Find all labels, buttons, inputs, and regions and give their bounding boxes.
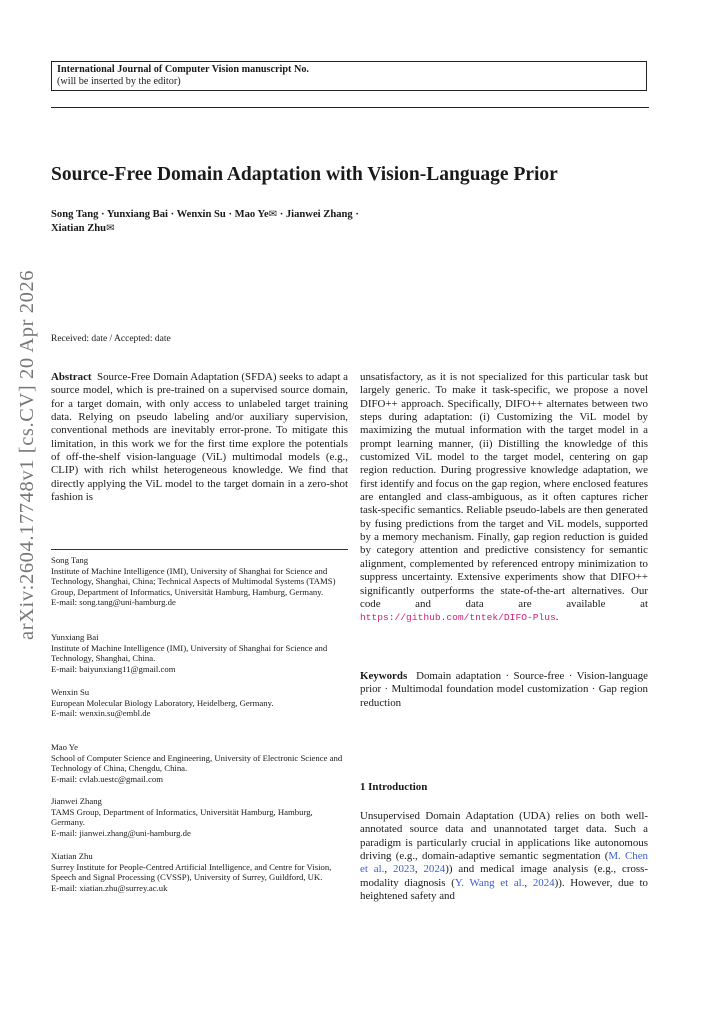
paper-title: Source-Free Domain Adaptation with Vision-Language Prior xyxy=(51,164,558,185)
keywords-label: Keywords xyxy=(360,670,408,682)
affiliation-text: TAMS Group, Department of Informatics, Universität Hamburg, Hamburg, Germany. xyxy=(51,806,313,827)
affiliation-text: School of Computer Science and Engineering, University of Electronic Science and Technology of China, Chengdu, China. xyxy=(51,752,343,773)
affiliation-block xyxy=(51,796,348,838)
affiliation-text: Surrey Institute for People-Centred Artificial Intelligence, and Centre for Vision, Speech and Signal Processing (CVSSP), University of Surrey, Guildford, UK. xyxy=(51,861,332,882)
affiliation-name: Yunxiang Bai xyxy=(51,632,99,642)
journal-name: International Journal of Computer Vision manuscript No. xyxy=(57,64,309,75)
citation-link[interactable]: 2024 xyxy=(423,863,446,876)
citation-link[interactable]: 2024 xyxy=(532,876,555,889)
affiliation-name: Wenxin Su xyxy=(51,687,90,697)
affiliation-text: Institute of Machine Intelligence (IMI), University of Shanghai for Science and Technology, Shanghai, China; Technical Aspects of Multimodal Systems (TAMS) Group, Department of Informatics, Universität Hamburg, Hamburg, Germany. xyxy=(51,565,336,597)
authors-line2: Xiatian Zhu xyxy=(51,223,107,234)
keywords-text: Domain adaptation · Source-free · Vision-language prior · Multimodal foundation model customization · Gap region reduction xyxy=(360,670,648,709)
abstract-left xyxy=(51,371,348,504)
authors-line1: Song Tang · Yunxiang Bai · Wenxin Su · Mao Ye xyxy=(51,209,269,220)
keywords xyxy=(360,670,648,710)
abstract-end: . xyxy=(555,611,559,624)
affiliation-email: E-mail: wenxin.su@embl.de xyxy=(51,708,151,718)
intro-text: , xyxy=(384,863,394,876)
citation-link[interactable]: M. Chen et al. xyxy=(360,850,649,876)
authors-line1b: · Jianwei Zhang · xyxy=(277,209,359,220)
received-date: Received: date / Accepted: date xyxy=(51,334,171,344)
affiliation-block xyxy=(51,742,348,784)
citation-link[interactable]: Y. Wang et al. xyxy=(454,876,525,889)
arxiv-stamp: arXiv:2604.17748v1 [cs.CV] 20 Apr 2026 xyxy=(16,269,38,640)
abstract-text-right: unsatisfactory, as it is not specialized for this particular task but largely generic. To make it task-specific, we propose a novel DIFO++ approach. Specifically, DIFO++ alternates between two steps during adaptation: (i) Customizing the ViL model by maximizing the mutual information with the target model in a prompt learning manner, (ii) Distilling the knowledge of this customized ViL model to the target model, centering on gap region reduction. During progressive knowledge adaptation, we first identify and focus on the gap region, where enclosed features are entangled and class-ambiguous, as it often captures richer task-specific semantics. Reliable pseudo-labels are then generated by fusing predictions from the target and ViL models, supported by a memory mechanism. Finally, gap region reduction is guided by category attention and predictive consistency for semantic alignment, complemented by referenced entropy minimization to suppress uncertainty. Extensive experiments show that DIFO++ significantly outperforms the state-of-the-art alternatives. Our code and data are available at xyxy=(360,371,648,610)
affiliation-name: Jianwei Zhang xyxy=(51,796,102,806)
affiliation-text: Institute of Machine Intelligence (IMI), University of Shanghai for Science and Technology, Shanghai, China. xyxy=(51,642,328,663)
footnote-rule xyxy=(51,549,348,550)
affiliation-block xyxy=(51,687,348,719)
citation-link[interactable]: 2023 xyxy=(393,863,415,876)
affiliation-email: E-mail: cvlab.uestc@gmail.com xyxy=(51,773,163,784)
intro-text: , xyxy=(414,863,424,876)
affiliation-email: E-mail: song.tang@uni-hamburg.de xyxy=(51,597,176,607)
affiliation-name: Mao Ye xyxy=(51,742,79,752)
envelope-icon: ✉ xyxy=(106,223,115,234)
affiliation-name: Song Tang xyxy=(51,555,89,565)
journal-header-box xyxy=(51,61,647,91)
abstract-right xyxy=(360,371,648,625)
intro-text: , xyxy=(524,876,533,889)
editor-note: (will be inserted by the editor) xyxy=(57,76,181,87)
affiliation-text: European Molecular Biology Laboratory, Heidelberg, Germany. xyxy=(51,697,274,708)
affiliation-email: E-mail: xiatian.zhu@surrey.ac.uk xyxy=(51,882,168,893)
affiliation-block xyxy=(51,555,348,608)
code-link[interactable]: https://github.com/tntek/DIFO-Plus xyxy=(360,612,556,624)
affiliation-email: E-mail: jianwei.zhang@uni-hamburg.de xyxy=(51,827,191,838)
affiliation-email: E-mail: baiyunxiang11@gmail.com xyxy=(51,663,176,674)
abstract-label: Abstract xyxy=(51,371,92,383)
envelope-icon: ✉ xyxy=(268,209,278,220)
header-rule xyxy=(51,107,649,108)
affiliation-block xyxy=(51,851,348,893)
affiliation-block xyxy=(51,632,348,674)
intro-text: )). However, due to heightened safety and xyxy=(360,876,648,903)
intro-text: Unsupervised Domain Adaptation (UDA) relies on both well-annotated source data and unannotated target data. Such a paradigm is particularly crucial in applications like autonomous driving (e.g., domain-adaptive semantic segmentation ( xyxy=(360,810,648,863)
section-heading: 1 Introduction xyxy=(360,781,428,793)
affiliation-name: Xiatian Zhu xyxy=(51,851,93,861)
author-list xyxy=(51,208,611,236)
abstract-text-left: Source-Free Domain Adaptation (SFDA) seeks to adapt a source model, which is pre-trained on a supervised source domain, for a target domain, with only access to unlabeled target training data. Relying on pseudo labeling and/or auxiliary supervision, conventional methods are inevitably error-prone. To mitigate this limitation, in this work we for the first time explore the potentials of off-the-shelf vision-language (ViL) multimodal models (e.g., CLIP) with rich whilst heterogeneous knowledge. We find that directly applying the ViL model to the target domain in a zero-shot fashion is xyxy=(51,371,348,504)
intro-paragraph xyxy=(360,810,648,903)
intro-text: )) and medical image analysis (e.g., cross-modality diagnosis ( xyxy=(360,863,649,889)
